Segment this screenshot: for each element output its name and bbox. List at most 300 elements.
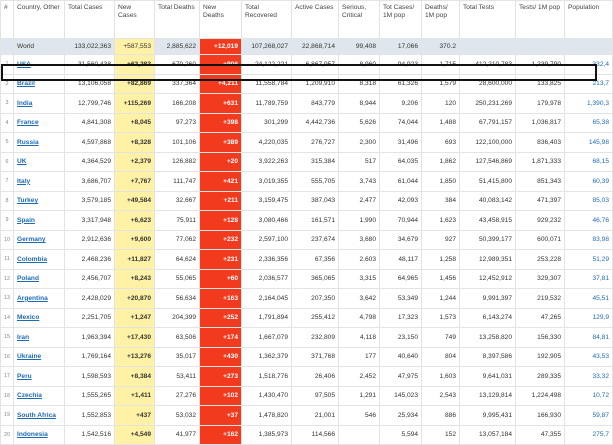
cell-total-cases: 4,841,308: [65, 113, 115, 133]
country-link[interactable]: Poland: [17, 275, 39, 283]
cell-cases-per-million: 48,117: [380, 250, 422, 270]
cell-deaths-per-million: 120: [422, 94, 460, 114]
country-link[interactable]: Brazil: [17, 80, 35, 88]
cell-new-cases: +49,584: [115, 191, 155, 211]
table-row: [1, 406, 613, 426]
country-link[interactable]: Spain: [17, 216, 35, 224]
world-cell-total-cases: 133,022,363: [65, 39, 115, 55]
cell-active-cases: 315,384: [292, 152, 339, 172]
cell-serious-critical: 8,960: [339, 55, 380, 75]
cell-active-cases: 843,779: [292, 94, 339, 114]
cell-population: 37,81: [565, 269, 613, 289]
cell-total-deaths: 27,276: [155, 386, 200, 406]
cell-new-cases: +1,247: [115, 308, 155, 328]
cell-total-deaths: 337,364: [155, 74, 200, 94]
cell-deaths-per-million: 152: [422, 425, 460, 445]
cell-total-recovered: 24,122,221: [242, 55, 292, 75]
table-row: [1, 55, 613, 75]
cell-population: 10,72: [565, 386, 613, 406]
header-country[interactable]: Country, Other: [14, 1, 65, 39]
cell-total-cases: 3,579,185: [65, 191, 115, 211]
cell-tests-per-million: 471,397: [516, 191, 565, 211]
cell-total-deaths: 64,624: [155, 250, 200, 270]
cell-total-deaths: 56,634: [155, 289, 200, 309]
cell-total-tests: 12,989,351: [460, 250, 516, 270]
cell-population: 65,38: [565, 113, 613, 133]
cell-tests-per-million: 851,343: [516, 172, 565, 192]
header-total-cases[interactable]: Total Cases: [65, 1, 115, 39]
cell-cases-per-million: 23,150: [380, 328, 422, 348]
country-link[interactable]: India: [17, 99, 33, 107]
country-link[interactable]: Czechia: [17, 392, 42, 400]
table-row: [1, 94, 613, 114]
world-cell-total-recovered: 107,268,027: [242, 39, 292, 55]
header-new-deaths[interactable]: New Deaths: [200, 1, 242, 39]
cell-total-recovered: 1,667,079: [242, 328, 292, 348]
world-cell-deaths-per-million: 370.2: [422, 39, 460, 55]
world-cell-total-deaths: 2,885,622: [155, 39, 200, 55]
cell-new-cases: +2,379: [115, 152, 155, 172]
cell-population: 51,29: [565, 250, 613, 270]
cell-total-deaths: 670,260: [155, 55, 200, 75]
header-total-tests[interactable]: Total Tests: [460, 1, 516, 39]
cell-total-recovered: 1,362,379: [242, 347, 292, 367]
table-row: [1, 347, 613, 367]
cell-country: [14, 289, 65, 309]
cell-new-deaths: +273: [200, 367, 242, 387]
cell-cases-per-million: 61,044: [380, 172, 422, 192]
cell-index: 14: [1, 308, 14, 328]
cell-cases-per-million: 40,640: [380, 347, 422, 367]
cell-country: [14, 250, 65, 270]
cell-serious-critical: 1,291: [339, 386, 380, 406]
cell-total-deaths: 166,208: [155, 94, 200, 114]
cell-index: 16: [1, 347, 14, 367]
cell-serious-critical: 546: [339, 406, 380, 426]
cell-serious-critical: 8,944: [339, 94, 380, 114]
cell-total-cases: 1,769,164: [65, 347, 115, 367]
cell-index: 3: [1, 94, 14, 114]
cell-active-cases: 114,566: [292, 425, 339, 445]
cell-deaths-per-million: 693: [422, 133, 460, 153]
cell-new-cases: +20,870: [115, 289, 155, 309]
cell-deaths-per-million: 1,573: [422, 308, 460, 328]
cell-country: [14, 386, 65, 406]
cell-tests-per-million: 133,825: [516, 74, 565, 94]
cell-deaths-per-million: 886: [422, 406, 460, 426]
table-row: [1, 133, 613, 153]
cell-country: [14, 55, 65, 75]
cell-cases-per-million: 145,023: [380, 386, 422, 406]
cell-total-deaths: 63,506: [155, 328, 200, 348]
cell-country: [14, 425, 65, 445]
cell-active-cases: 207,350: [292, 289, 339, 309]
cell-cases-per-million: 70,944: [380, 211, 422, 231]
cell-new-deaths: +37: [200, 406, 242, 426]
cell-new-deaths: +389: [200, 133, 242, 153]
cell-country: [14, 152, 65, 172]
cell-total-deaths: 35,017: [155, 347, 200, 367]
cell-deaths-per-million: 1,862: [422, 152, 460, 172]
cell-deaths-per-million: 927: [422, 230, 460, 250]
country-link[interactable]: Italy: [17, 177, 31, 185]
cell-active-cases: 387,043: [292, 191, 339, 211]
cell-total-tests: 51,415,800: [460, 172, 516, 192]
header-tests-per-million[interactable]: Tests/ 1M pop: [516, 1, 565, 39]
cell-serious-critical: 3,642: [339, 289, 380, 309]
cell-total-tests: 9,641,031: [460, 367, 516, 387]
cell-tests-per-million: 219,532: [516, 289, 565, 309]
cell-total-cases: 1,555,265: [65, 386, 115, 406]
cell-total-recovered: 3,080,466: [242, 211, 292, 231]
country-link[interactable]: USA: [17, 60, 31, 68]
cell-cases-per-million: 31,496: [380, 133, 422, 153]
cell-deaths-per-million: 1,456: [422, 269, 460, 289]
table-row: [1, 172, 613, 192]
cell-total-tests: 250,231,269: [460, 94, 516, 114]
cell-total-tests: 127,546,869: [460, 152, 516, 172]
country-link[interactable]: Germany: [17, 236, 46, 244]
cell-population: 60,39: [565, 172, 613, 192]
cell-country: [14, 406, 65, 426]
cell-index: 20: [1, 425, 14, 445]
cell-country: [14, 367, 65, 387]
cell-cases-per-million: 17,323: [380, 308, 422, 328]
cell-new-cases: +7,767: [115, 172, 155, 192]
cell-cases-per-million: 9,206: [380, 94, 422, 114]
cell-deaths-per-million: 1,244: [422, 289, 460, 309]
cell-total-recovered: 301,299: [242, 113, 292, 133]
cell-index: 8: [1, 191, 14, 211]
cell-cases-per-million: 34,679: [380, 230, 422, 250]
cell-total-tests: 50,399,177: [460, 230, 516, 250]
table-row: [1, 191, 613, 211]
cell-new-cases: +9,600: [115, 230, 155, 250]
cell-new-deaths: +232: [200, 230, 242, 250]
cell-index: 2: [1, 74, 14, 94]
cell-total-deaths: 75,911: [155, 211, 200, 231]
cell-tests-per-million: 1,036,817: [516, 113, 565, 133]
world-cell-index: [1, 39, 14, 55]
cell-total-deaths: 77,062: [155, 230, 200, 250]
cell-population: 68,15: [565, 152, 613, 172]
cell-cases-per-million: 64,965: [380, 269, 422, 289]
cell-population: 84,81: [565, 328, 613, 348]
cell-total-tests: 40,083,142: [460, 191, 516, 211]
cell-tests-per-million: 929,232: [516, 211, 565, 231]
cell-serious-critical: 3,680: [339, 230, 380, 250]
cell-tests-per-million: 600,071: [516, 230, 565, 250]
country-link[interactable]: Mexico: [17, 314, 40, 322]
cell-deaths-per-million: 384: [422, 191, 460, 211]
cell-new-cases: +8,045: [115, 113, 155, 133]
cell-total-tests: 43,458,915: [460, 211, 516, 231]
cell-new-cases: +8,384: [115, 367, 155, 387]
cell-total-recovered: 1,478,820: [242, 406, 292, 426]
cell-population: 46,76: [565, 211, 613, 231]
cell-total-deaths: 53,411: [155, 367, 200, 387]
country-link[interactable]: Argentina: [17, 294, 48, 302]
cell-index: 9: [1, 211, 14, 231]
cell-cases-per-million: 42,093: [380, 191, 422, 211]
cell-country: [14, 328, 65, 348]
cell-serious-critical: 1,990: [339, 211, 380, 231]
cell-active-cases: 26,406: [292, 367, 339, 387]
cell-total-tests: 8,397,586: [460, 347, 516, 367]
cell-total-tests: 9,995,431: [460, 406, 516, 426]
cell-deaths-per-million: 1,579: [422, 74, 460, 94]
cell-total-tests: 12,452,912: [460, 269, 516, 289]
cell-new-deaths: +4,211: [200, 74, 242, 94]
cell-country: [14, 74, 65, 94]
cell-deaths-per-million: 1,715: [422, 55, 460, 75]
country-link[interactable]: UK: [17, 158, 27, 166]
cell-serious-critical: 3,743: [339, 172, 380, 192]
cell-index: 6: [1, 152, 14, 172]
country-link[interactable]: France: [17, 119, 39, 127]
cell-total-recovered: 4,220,035: [242, 133, 292, 153]
cell-new-deaths: +20: [200, 152, 242, 172]
cell-new-deaths: +430: [200, 347, 242, 367]
cell-total-tests: 13,129,814: [460, 386, 516, 406]
country-link[interactable]: Turkey: [17, 197, 39, 205]
cell-country: [14, 191, 65, 211]
cell-total-recovered: 2,036,577: [242, 269, 292, 289]
table-row: [1, 289, 613, 309]
cell-cases-per-million: 94,923: [380, 55, 422, 75]
cell-new-deaths: +906: [200, 55, 242, 75]
cell-new-deaths: +421: [200, 172, 242, 192]
cell-serious-critical: 2,452: [339, 367, 380, 387]
cell-total-recovered: 1,518,776: [242, 367, 292, 387]
cell-country: [14, 347, 65, 367]
table-row: [1, 152, 613, 172]
cell-total-cases: 4,597,868: [65, 133, 115, 153]
cell-total-cases: 13,106,058: [65, 74, 115, 94]
cell-total-tests: 13,057,184: [460, 425, 516, 445]
cell-total-recovered: 11,789,759: [242, 94, 292, 114]
cell-deaths-per-million: 1,258: [422, 250, 460, 270]
cell-tests-per-million: 253,228: [516, 250, 565, 270]
cell-new-deaths: +162: [200, 425, 242, 445]
world-cell-country: World: [14, 39, 65, 55]
cell-tests-per-million: 156,330: [516, 328, 565, 348]
cell-new-deaths: +128: [200, 211, 242, 231]
cell-population: 33,32: [565, 367, 613, 387]
cell-total-tests: 28,600,000: [460, 74, 516, 94]
table-row: [1, 74, 613, 94]
country-link[interactable]: Indonesia: [17, 431, 48, 439]
cell-active-cases: 6,867,957: [292, 55, 339, 75]
cell-index: 11: [1, 250, 14, 270]
cell-serious-critical: 177: [339, 347, 380, 367]
header-total-recovered[interactable]: Total Recovered: [242, 1, 292, 39]
cell-total-tests: 412,210,783: [460, 55, 516, 75]
cell-new-cases: +115,269: [115, 94, 155, 114]
cell-total-deaths: 53,032: [155, 406, 200, 426]
cell-total-tests: 122,100,000: [460, 133, 516, 153]
cell-new-cases: +6,623: [115, 211, 155, 231]
cell-deaths-per-million: 2,543: [422, 386, 460, 406]
country-link[interactable]: Iran: [17, 333, 30, 341]
world-cell-new-deaths: +12,019: [200, 39, 242, 55]
cell-total-deaths: 41,977: [155, 425, 200, 445]
cell-total-deaths: 55,065: [155, 269, 200, 289]
country-link[interactable]: Colombia: [17, 255, 48, 263]
world-cell-cases-per-million: 17,066: [380, 39, 422, 55]
cell-country: [14, 230, 65, 250]
country-link[interactable]: Russia: [17, 138, 39, 146]
cell-cases-per-million: 61,326: [380, 74, 422, 94]
cell-serious-critical: 2,300: [339, 133, 380, 153]
header-serious-critical[interactable]: Serious, Critical: [339, 1, 380, 39]
cell-cases-per-million: 53,349: [380, 289, 422, 309]
cell-index: 15: [1, 328, 14, 348]
cell-new-cases: +13,276: [115, 347, 155, 367]
header-cases-per-million[interactable]: Tot Cases/ 1M pop: [380, 1, 422, 39]
cell-deaths-per-million: 1,603: [422, 367, 460, 387]
cell-new-cases: +8,328: [115, 133, 155, 153]
header-total-deaths[interactable]: Total Deaths: [155, 1, 200, 39]
cell-serious-critical: 4,118: [339, 328, 380, 348]
cell-total-recovered: 3,922,263: [242, 152, 292, 172]
cell-tests-per-million: 289,335: [516, 367, 565, 387]
cell-total-cases: 2,251,705: [65, 308, 115, 328]
cell-total-deaths: 111,747: [155, 172, 200, 192]
world-cell-population: [565, 39, 613, 55]
cell-country: [14, 113, 65, 133]
cell-new-deaths: +174: [200, 328, 242, 348]
cell-index: 12: [1, 269, 14, 289]
cell-total-cases: 2,912,636: [65, 230, 115, 250]
header-population[interactable]: Population: [565, 1, 613, 39]
table-row: [1, 386, 613, 406]
world-cell-total-tests: [460, 39, 516, 55]
cell-new-deaths: +163: [200, 289, 242, 309]
cell-deaths-per-million: 1,623: [422, 211, 460, 231]
cell-index: 17: [1, 367, 14, 387]
cell-active-cases: 67,356: [292, 250, 339, 270]
cell-total-tests: 13,258,820: [460, 328, 516, 348]
cell-index: 7: [1, 172, 14, 192]
cell-total-cases: 2,456,707: [65, 269, 115, 289]
country-link[interactable]: South Africa: [17, 411, 56, 419]
table-row: [1, 328, 613, 348]
table-row: [1, 250, 613, 270]
table-row: [1, 269, 613, 289]
cell-new-deaths: +631: [200, 94, 242, 114]
header-row: [1, 1, 613, 39]
cell-total-cases: 12,799,746: [65, 94, 115, 114]
country-link[interactable]: Ukraine: [17, 353, 42, 361]
cell-total-recovered: 11,558,784: [242, 74, 292, 94]
header-deaths-per-million[interactable]: Deaths/ 1M pop: [422, 1, 460, 39]
cell-new-deaths: +231: [200, 250, 242, 270]
cell-active-cases: 371,768: [292, 347, 339, 367]
cell-cases-per-million: 25,934: [380, 406, 422, 426]
cell-index: 10: [1, 230, 14, 250]
cell-index: 4: [1, 113, 14, 133]
cell-serious-critical: 2,603: [339, 250, 380, 270]
cell-active-cases: 161,571: [292, 211, 339, 231]
world-cell-new-cases: +587,553: [115, 39, 155, 55]
cell-serious-critical: 8,318: [339, 74, 380, 94]
cell-tests-per-million: 1,224,498: [516, 386, 565, 406]
header-active-cases[interactable]: Active Cases: [292, 1, 339, 39]
cell-new-cases: +62,283: [115, 55, 155, 75]
cell-cases-per-million: 74,044: [380, 113, 422, 133]
cell-new-deaths: +60: [200, 269, 242, 289]
cell-new-deaths: +102: [200, 386, 242, 406]
cell-total-tests: 67,791,157: [460, 113, 516, 133]
cell-total-deaths: 32,667: [155, 191, 200, 211]
cell-country: [14, 94, 65, 114]
cell-population: 43,53: [565, 347, 613, 367]
table-row: [1, 230, 613, 250]
world-cell-active-cases: 22,868,714: [292, 39, 339, 55]
cell-new-deaths: +211: [200, 191, 242, 211]
cell-total-deaths: 204,399: [155, 308, 200, 328]
cell-total-cases: 1,542,516: [65, 425, 115, 445]
cell-new-cases: +4,549: [115, 425, 155, 445]
cell-total-recovered: 2,597,100: [242, 230, 292, 250]
cell-serious-critical: 3,315: [339, 269, 380, 289]
cell-new-deaths: +252: [200, 308, 242, 328]
cell-active-cases: 97,505: [292, 386, 339, 406]
cell-population: 45,51: [565, 289, 613, 309]
cell-new-cases: +82,869: [115, 74, 155, 94]
cell-new-deaths: +398: [200, 113, 242, 133]
cell-active-cases: 4,442,736: [292, 113, 339, 133]
cell-tests-per-million: 329,307: [516, 269, 565, 289]
cell-total-deaths: 126,882: [155, 152, 200, 172]
cell-serious-critical: 2,477: [339, 191, 380, 211]
cell-population: 85,03: [565, 191, 613, 211]
cell-tests-per-million: 47,355: [516, 425, 565, 445]
cell-total-cases: 31,560,438: [65, 55, 115, 75]
cell-active-cases: 232,809: [292, 328, 339, 348]
cell-active-cases: 237,674: [292, 230, 339, 250]
cell-total-recovered: 1,430,470: [242, 386, 292, 406]
cell-tests-per-million: 1,871,333: [516, 152, 565, 172]
cell-country: [14, 211, 65, 231]
cell-total-cases: 2,468,236: [65, 250, 115, 270]
header-index[interactable]: #: [1, 1, 14, 39]
table-row: [1, 308, 613, 328]
cell-country: [14, 269, 65, 289]
cell-total-cases: 2,428,029: [65, 289, 115, 309]
cell-population: 332,4: [565, 55, 613, 75]
cell-total-tests: 9,991,397: [460, 289, 516, 309]
header-new-cases[interactable]: New Cases: [115, 1, 155, 39]
world-row: [1, 39, 613, 55]
cell-cases-per-million: 47,975: [380, 367, 422, 387]
world-cell-serious-critical: 99,408: [339, 39, 380, 55]
cell-active-cases: 555,705: [292, 172, 339, 192]
cell-total-recovered: 1,791,894: [242, 308, 292, 328]
table-row: [1, 367, 613, 387]
cell-new-cases: +437: [115, 406, 155, 426]
cell-total-cases: 3,686,707: [65, 172, 115, 192]
cell-total-tests: 6,143,274: [460, 308, 516, 328]
country-link[interactable]: Peru: [17, 372, 32, 380]
cell-total-recovered: 1,385,973: [242, 425, 292, 445]
cell-new-cases: +11,827: [115, 250, 155, 270]
cell-index: 1: [1, 55, 14, 75]
cell-cases-per-million: 64,035: [380, 152, 422, 172]
cell-deaths-per-million: 1,850: [422, 172, 460, 192]
cell-tests-per-million: 179,978: [516, 94, 565, 114]
